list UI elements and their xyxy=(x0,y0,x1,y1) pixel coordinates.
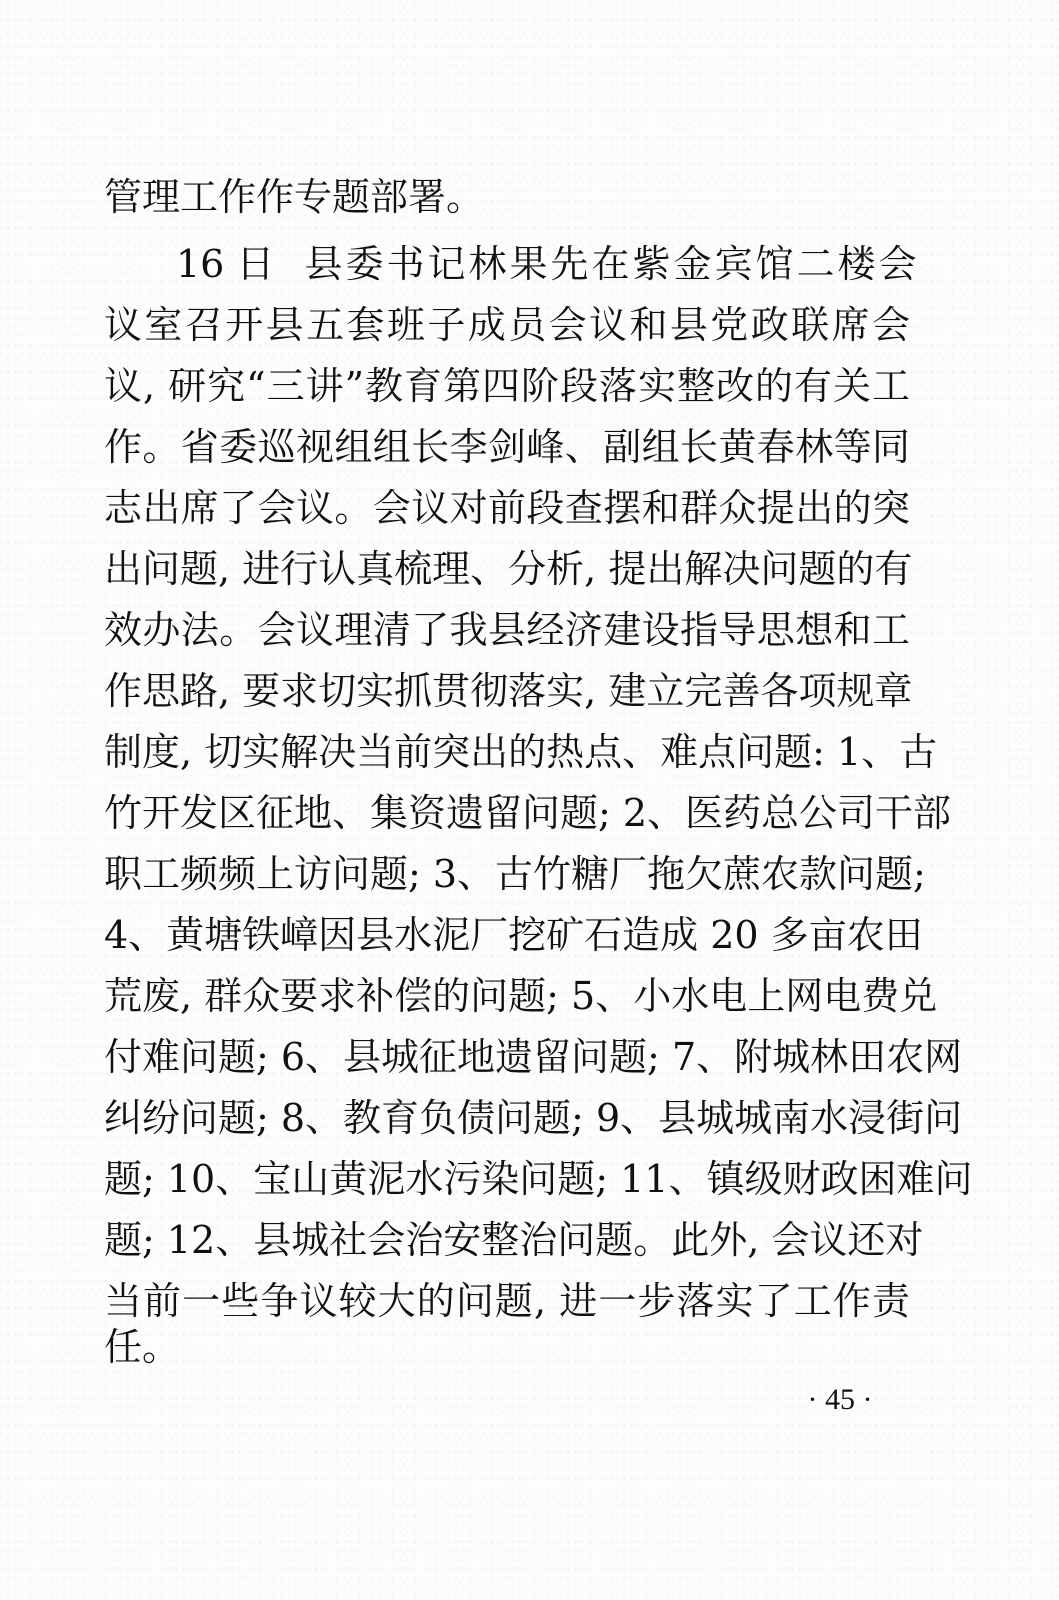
text-line-13: 4、黄塘铁嶂因县水泥厂挖矿石造成 20 多亩农田 xyxy=(104,913,923,957)
text-line-10: 制度, 切实解决当前突出的热点、难点问题: 1、古 xyxy=(104,730,938,774)
text-line-18: 题; 12、县城社会治安整治问题。此外, 会议还对 xyxy=(104,1218,924,1262)
text-line-3: 议室召开县五套班子成员会议和县党政联席会 xyxy=(104,303,910,347)
text-line-7: 出问题, 进行认真梳理、分析, 提出解决问题的有 xyxy=(104,547,913,591)
text-line-2 xyxy=(104,234,920,294)
text-line-11: 竹开发区征地、集资遗留问题; 2、医药总公司干部 xyxy=(104,791,952,835)
text-line-8: 效办法。会议理清了我县经济建设指导思想和工 xyxy=(104,608,910,652)
text-line-12: 职工频频上访问题; 3、古竹糖厂拖欠蔗农款问题; xyxy=(104,852,926,896)
text-line-6: 志出席了会议。会议对前段查摆和群众提出的突 xyxy=(104,486,910,530)
page-number: · 45 · xyxy=(807,1383,873,1416)
text-line-4: 议, 研究“三讲”教育第四阶段落实整改的有关工 xyxy=(104,364,910,408)
text-line-19: 当前一些争议较大的问题, 进一步落实了工作责 xyxy=(104,1279,910,1323)
text-line-15: 付难问题; 6、县城征地遗留问题; 7、附城林田农网 xyxy=(104,1035,963,1079)
text-line-16: 纠纷问题; 8、教育负债问题; 9、县城城南水浸街问 xyxy=(104,1096,963,1140)
text-line-1: 管理工作作专题部署。 xyxy=(104,175,485,219)
text-line-17: 题; 10、宝山黄泥水污染问题; 11、镇级财政困难问 xyxy=(104,1157,973,1201)
entry-date: 16 日 xyxy=(176,242,275,286)
text-line-5: 作。省委巡视组组长李剑峰、副组长黄春林等同 xyxy=(104,425,910,469)
text-line-14: 荒废, 群众要求补偿的问题; 5、小水电上网电费兑 xyxy=(104,974,938,1018)
text-line-9: 作思路, 要求切实抓贯彻落实, 建立完善各项规章 xyxy=(104,669,913,713)
text-line-20: 任。 xyxy=(104,1325,181,1369)
text-line-2-content: 县委书记林果先在紫金宾馆二楼会 xyxy=(304,242,920,286)
